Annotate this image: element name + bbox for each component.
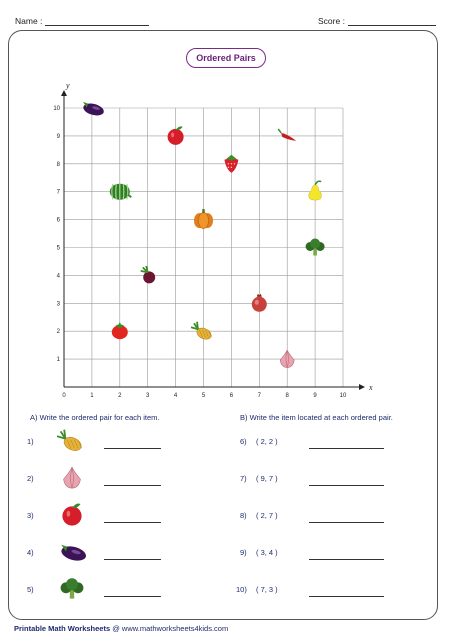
page-title: Ordered Pairs [186, 48, 266, 68]
pineapple-icon [191, 322, 213, 342]
x-tick-label: 7 [257, 393, 261, 399]
x-tick-label: 2 [118, 393, 122, 399]
y-tick-label: 4 [56, 273, 60, 280]
y-tick-label: 9 [56, 133, 60, 140]
eggplant-icon [82, 101, 105, 117]
broccoli-icon [306, 239, 325, 256]
ordered-pair: ( 2, 2 ) [256, 437, 278, 446]
answer-line[interactable] [104, 596, 161, 597]
footer-site: @ www.mathworksheets4kids.com [112, 624, 229, 633]
y-tick-label: 7 [56, 189, 60, 196]
question-number: 6) [240, 437, 247, 446]
answer-line[interactable] [309, 522, 384, 523]
x-tick-label: 3 [146, 393, 150, 399]
y-axis-label: y [66, 81, 70, 90]
question-number: 10) [236, 585, 247, 594]
answer-line[interactable] [309, 596, 384, 597]
y-tick-label: 3 [56, 301, 60, 308]
tomato-icon [112, 322, 128, 340]
answer-line[interactable] [104, 485, 161, 486]
question-number: 3) [27, 511, 34, 520]
y-axis-arrow [61, 90, 67, 96]
y-tick-label: 1 [56, 357, 60, 364]
eggplant-icon [57, 537, 87, 567]
x-tick-label: 0 [62, 393, 66, 399]
question-number: 8) [240, 511, 247, 520]
ordered-pair: ( 7, 3 ) [256, 585, 278, 594]
apple-icon [168, 126, 184, 145]
answer-line[interactable] [104, 448, 161, 449]
answer-line[interactable] [309, 559, 384, 560]
section-a-heading: A) Write the ordered pair for each item. [30, 413, 160, 422]
tick-labels [53, 81, 373, 399]
y-tick-label: 6 [56, 217, 60, 224]
y-tick-label: 2 [56, 329, 60, 336]
answer-line[interactable] [309, 448, 384, 449]
x-tick-label: 5 [201, 393, 206, 399]
y-tick-label: 10 [53, 106, 60, 112]
strawberry-icon [224, 155, 238, 173]
footer [14, 624, 228, 633]
x-tick-label: 4 [173, 393, 178, 399]
pineapple-icon [57, 426, 87, 456]
score-label: Score : [318, 16, 345, 26]
question-number: 7) [240, 474, 247, 483]
y-tick-label: 8 [56, 161, 60, 168]
answer-line[interactable] [104, 559, 161, 560]
pomegranate-icon [252, 294, 267, 312]
section-b-heading: B) Write the item located at each ordered pair. [240, 413, 393, 422]
name-label: Name : [15, 16, 43, 26]
onion-icon [280, 350, 294, 368]
answer-line[interactable] [104, 522, 161, 523]
pear-icon [309, 181, 322, 200]
ordered-pair: ( 9, 7 ) [256, 474, 278, 483]
answer-line[interactable] [309, 485, 384, 486]
question-number: 1) [27, 437, 34, 446]
onion-icon [57, 463, 87, 493]
x-tick-label: 10 [339, 393, 347, 399]
question-number: 2) [27, 474, 34, 483]
x-tick-label: 9 [313, 393, 317, 399]
x-axis-label: x [369, 383, 373, 392]
ordered-pair: ( 3, 4 ) [256, 548, 278, 557]
x-tick-label: 1 [90, 393, 94, 399]
watermelon-icon [110, 184, 132, 200]
question-number: 9) [240, 548, 247, 557]
ordered-pair: ( 2, 7 ) [256, 511, 278, 520]
x-axis-arrow [359, 384, 365, 390]
grid-lines [64, 108, 343, 387]
y-tick-label: 5 [56, 245, 60, 252]
question-number: 5) [27, 585, 34, 594]
footer-brand: Printable Math Worksheets [14, 624, 111, 633]
question-number: 4) [27, 548, 34, 557]
x-tick-label: 6 [229, 393, 234, 399]
x-tick-label: 8 [285, 393, 289, 399]
pumpkin-icon [194, 209, 213, 229]
apple-icon [57, 500, 87, 530]
axes [61, 90, 365, 390]
broccoli-icon [57, 574, 87, 604]
